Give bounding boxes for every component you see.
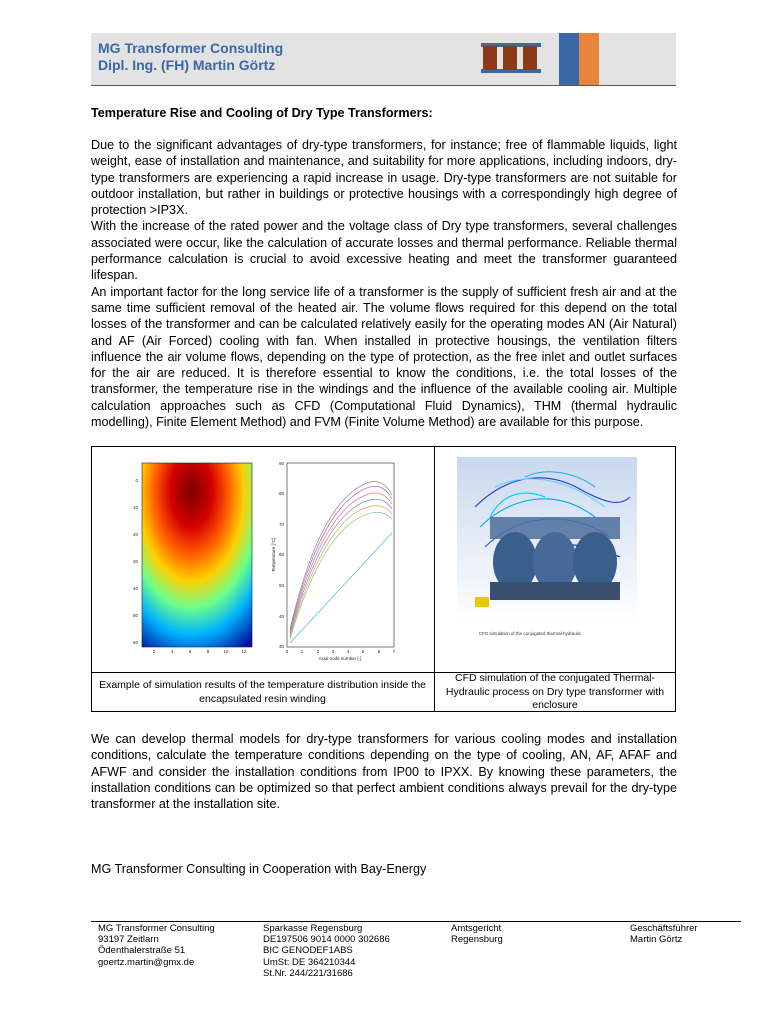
footer-line: UmSt: DE 364210344 <box>263 956 356 968</box>
cfd-simulation-figure <box>434 447 677 672</box>
heatmap-x-tick: 6 <box>188 649 192 654</box>
lineplot-y-tick: 50 <box>278 583 284 588</box>
footer-line: Amtsgericht <box>451 923 502 934</box>
footer-line: Sparkasse Regensburg <box>263 923 363 934</box>
cfd-image-label: CFD simulation of the conjugated thermal-hydraulic <box>478 631 582 636</box>
lineplot-x-tick: 5 <box>361 649 365 654</box>
lineplot-x-tick: 2 <box>316 649 320 654</box>
footer-line: 93197 Zeitlarn <box>98 934 159 946</box>
heatmap-y-tick: 10 <box>132 505 138 510</box>
lineplot-x-tick: 1 <box>300 649 304 654</box>
lineplot-y-ticks <box>279 461 285 649</box>
footer-line: Ödenthalerstraße 51 <box>98 945 186 957</box>
lineplot-x-ticks <box>286 649 396 654</box>
paragraph-1: Due to the significant advantages of dry-type transformers, for instance; free of flammable liquids, light weight, ease of installation and maintenance, and suitability for more applications, including indoors, dry-type transformers are experiencing a rapid increase in usage. Dry-type transformers are not suitable for outdoor installation, but rather in buildings or protective housings with a correspondingly high degree of protection >IP3X. <box>91 138 677 218</box>
letterhead <box>91 33 676 86</box>
footer-line: MG Transformer Consulting <box>98 923 215 934</box>
heatmap-x-tick: 4 <box>170 649 174 654</box>
lineplot-y-tick: 60 <box>278 552 284 557</box>
letterhead-text <box>98 40 283 74</box>
lineplot-x-tick: 7 <box>392 649 396 654</box>
lineplot-frame <box>287 463 394 647</box>
heatmap-x-tick: 12 <box>241 649 247 654</box>
company-logo <box>481 33 676 85</box>
paragraph-3: An important factor for the long service life of a transformer is the supply of sufficient fresh air and at the same time sufficient removal of the heated air. The volume flows required for this depend on the total losses of the transformer and can be calculated relatively easily for the operating modes AN (Air Natural) and AF (Air Forced) cooling with fan. When installed in protective housings, the ventilation filters influence the air volume flows, depending on the type of protection, as the free inlet and outlet surfaces for the air are reduced. It is therefore essential to know the conditions, i.e. the total losses of the transformer, the temperature rise in the windings and the influence of the available cooling air. Multiple calculation approaches such as CFD (Computational Fluid Dynamics), THM (thermal hydraulic modelling), Finite Element Method) and FVM (Finite Volume Method) are available for this purpose. <box>91 284 677 430</box>
lineplot-y-tick: 70 <box>278 522 284 527</box>
heatmap-y-ticks <box>133 478 139 645</box>
heatmap-x-tick: 2 <box>152 649 156 654</box>
footer-line: BIC GENODEF1ABS <box>263 945 353 957</box>
footer-line: Geschäftsführer <box>630 923 698 934</box>
heatmap-x-tick: 10 <box>223 649 229 654</box>
transformer-body <box>475 517 620 607</box>
footer-line: St.Nr. 244/221/31686 <box>263 967 353 979</box>
figure-table <box>91 446 676 712</box>
lineplot-x-tick: 6 <box>377 649 381 654</box>
lineplot-y-tick: 40 <box>278 614 284 619</box>
lineplot-y-tick: 80 <box>278 491 284 496</box>
heatmap-y-tick: 20 <box>132 532 138 537</box>
company-name: MG Transformer Consulting <box>98 40 284 56</box>
lineplot-x-tick: 3 <box>331 649 335 654</box>
body-text <box>91 137 677 430</box>
cfd-image <box>435 447 677 672</box>
footer-bank <box>263 923 390 979</box>
paragraph-2: With the increase of the rated power and the voltage class of Dry type transformers, several challenges associated were occur, like the calculation of accurate losses and thermal performance. Reliable thermal performance calculation is crucial to avoid excessive heating and meet the transformer guaranteed lifespan. <box>91 219 677 283</box>
footer-divider <box>91 921 741 922</box>
footer-address <box>98 923 215 968</box>
document-title: Temperature Rise and Cooling of Dry Type Transformers: <box>91 106 433 120</box>
footer-ceo <box>630 923 698 945</box>
heatmap-x-tick: 8 <box>206 649 210 654</box>
caption-right: CFD simulation of the conjugated Thermal-Hydraulic process on Dry type transformer with enclosure <box>434 673 675 712</box>
footer-line: Regensburg <box>451 934 503 946</box>
footer-line: DE197506 9014 0000 302686 <box>263 934 390 946</box>
heatmap-x-ticks <box>153 649 247 654</box>
lineplot-ylabel: Temperature [°C] <box>271 537 276 573</box>
lineplot-x-tick: 4 <box>346 649 350 654</box>
simulation-plots <box>92 447 433 672</box>
footer-line: Martin Görtz <box>630 934 683 946</box>
heatmap-y-tick: 0 <box>135 478 138 483</box>
person-name: Dipl. Ing. (FH) Martin Görtz <box>98 57 276 73</box>
heatmap-y-tick: 50 <box>132 613 138 618</box>
caption-left: Example of simulation results of the temperature distribution inside the encapsulated resin winding <box>99 679 426 705</box>
heatmap-y-tick: 60 <box>132 640 138 645</box>
simulation-results-figure <box>92 447 433 672</box>
heatmap-field <box>142 463 252 647</box>
lineplot-y-tick: 90 <box>278 461 284 466</box>
lineplot-y-tick: 30 <box>278 644 284 649</box>
closing-paragraph: We can develop thermal models for dry-type transformers for various cooling modes and installation conditions, calculate the temperature conditions depending on the type of cooling, AN, AF, AFAF and AFWF and consider the installation conditions from IP00 to IPXX. By knowing these parameters, the installation conditions can be optimized so that perfect ambient conditions always prevail for the dry-type transformer at the installation site. <box>91 732 677 812</box>
lineplot-x-tick: 0 <box>285 649 289 654</box>
lineplot-xlabel: Axial node number [-] <box>318 656 362 661</box>
footer-court <box>451 923 503 945</box>
heatmap-y-tick: 30 <box>132 559 138 564</box>
caption-row <box>92 672 675 712</box>
footer-email[interactable]: goertz.martin@gmx.de <box>98 956 195 968</box>
heatmap-y-tick: 40 <box>132 586 138 591</box>
cooperation-note: MG Transformer Consulting in Cooperation with Bay-Energy <box>91 862 427 876</box>
